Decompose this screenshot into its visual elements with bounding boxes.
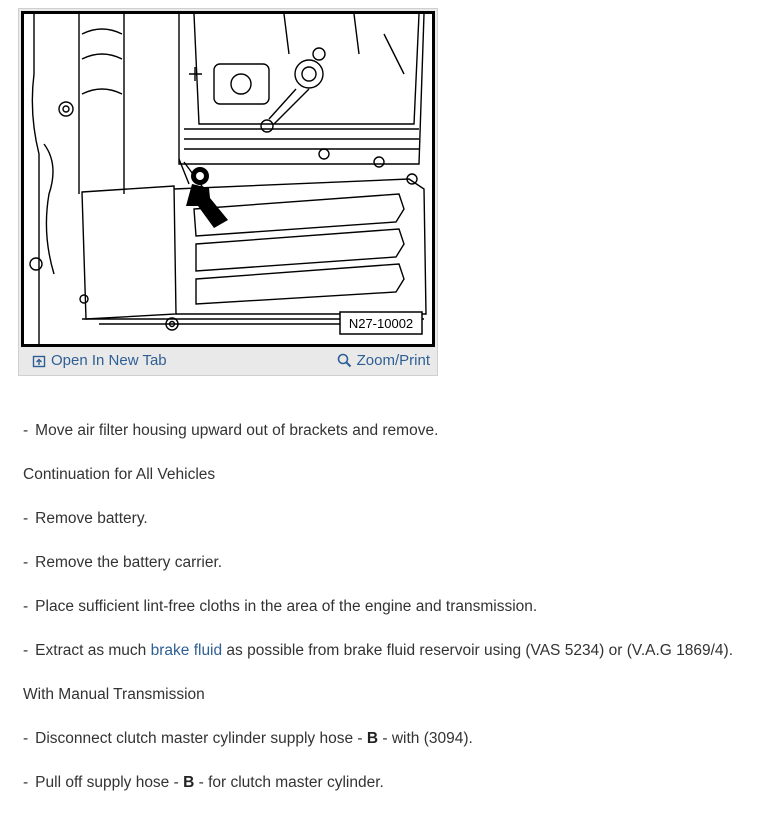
- step-remove-battery: - Remove battery.: [23, 510, 148, 527]
- step-pull-off-supply-hose: - Pull off supply hose - B - for clutch master cylinder.: [23, 774, 384, 791]
- step-disconnect-supply-hose: - Disconnect clutch master cylinder supply hose - B - with (3094).: [23, 730, 473, 747]
- callout-b: B: [366, 730, 379, 747]
- engine-diagram-drawing: [24, 14, 432, 344]
- diagram-label: N27-10002: [348, 316, 414, 331]
- procedure-steps: [23, 420, 763, 816]
- step-remove-air-filter: - Move air filter housing upward out of brackets and remove.: [23, 422, 439, 439]
- callout-b: B: [183, 774, 195, 791]
- open-new-tab-icon: [32, 354, 46, 368]
- step-remove-battery-carrier: - Remove the battery carrier.: [23, 554, 223, 571]
- figure-card: [18, 8, 438, 376]
- zoom-print-label: Zoom/Print: [356, 352, 430, 369]
- section-heading-manual-transmission: With Manual Transmission: [23, 686, 205, 703]
- engine-diagram[interactable]: [21, 11, 435, 347]
- magnifier-icon: [337, 353, 352, 368]
- section-heading-all-vehicles: Continuation for All Vehicles: [23, 466, 216, 483]
- zoom-print-link[interactable]: [337, 352, 430, 369]
- open-new-tab-label: Open In New Tab: [51, 352, 167, 369]
- step-place-cloths: - Place sufficient lint-free cloths in the area of the engine and transmission.: [23, 598, 538, 615]
- step-extract-brake-fluid: - Extract as much brake fluid as possible from brake fluid reservoir using (VAS 5234) or (V.A.G 1869/4).: [23, 642, 734, 659]
- open-new-tab-link[interactable]: [32, 352, 167, 369]
- brake-fluid-link[interactable]: brake fluid: [150, 642, 223, 659]
